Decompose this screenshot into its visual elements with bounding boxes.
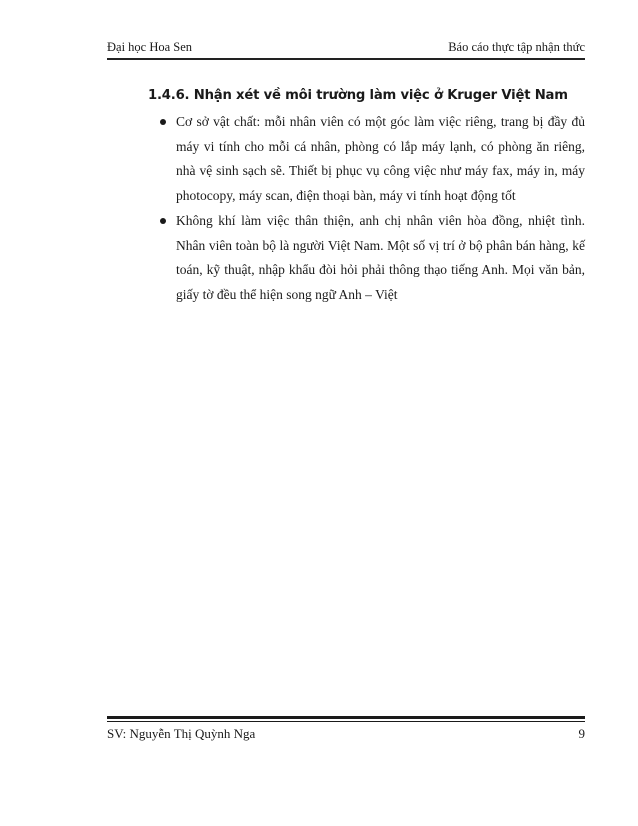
- footer-divider-thick: [107, 716, 585, 719]
- bullet-icon: [160, 119, 166, 125]
- bullet-text: Cơ sở vật chất: mỗi nhân viên có một góc làm việc riêng, trang bị đầy đủ máy vi tính cho mỗi cá nhân, phòng có lắp máy lạnh, có phòng ăn riêng, nhà vệ sinh sạch sẽ. Thiết bị phục vụ công việc như máy fax, máy in, máy photocopy, máy scan, điện thoại bàn, máy vi tính hoạt động tốt: [176, 114, 585, 203]
- bullet-item-atmosphere: [148, 209, 585, 307]
- section-heading: 1.4.6. Nhận xét về môi trường làm việc ở Kruger Việt Nam: [148, 88, 568, 103]
- footer-divider-thin: [107, 721, 585, 722]
- bullet-text: Không khí làm việc thân thiện, anh chị nhân viên hòa đồng, nhiệt tình. Nhân viên toàn bộ là người Việt Nam. Một số vị trí ở bộ phân bán hàng, kế toán, kỹ thuật, nhập khẩu đòi hỏi phải thông thạo tiếng Anh. Mọi văn bản, giấy tờ đều thể hiện song ngữ Anh – Việt: [176, 213, 585, 302]
- header-report-title: Báo cáo thực tập nhận thức: [448, 40, 585, 54]
- page-header: [107, 36, 585, 58]
- bullet-item-facilities: [148, 110, 585, 208]
- bullet-icon: [160, 218, 166, 224]
- header-university: Đại học Hoa Sen: [107, 40, 193, 54]
- page-number: 9: [578, 726, 585, 741]
- bullet-list: [148, 110, 585, 308]
- footer-student-name: SV: Nguyễn Thị Quỳnh Nga: [107, 726, 256, 741]
- header-divider: [107, 58, 585, 60]
